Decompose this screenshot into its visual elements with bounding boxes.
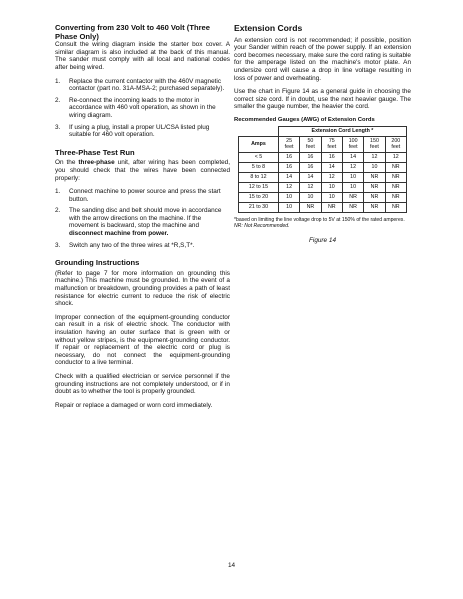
gauge-cell: NR <box>342 202 363 212</box>
gauge-cell: 10 <box>300 192 321 202</box>
step-number: 1. <box>55 188 61 196</box>
converting-steps <box>55 78 230 139</box>
step-text: If using a plug, install a proper UL/CSA listed plug suitable for 460 volt operation. <box>69 123 210 139</box>
gauge-cell: 10 <box>321 192 342 202</box>
step-number: 3. <box>55 241 61 249</box>
gauge-cell: NR <box>321 202 342 212</box>
gauge-cell: 14 <box>342 152 363 162</box>
step-text: Switch any two of the three wires at *R,S,T*. <box>69 241 195 249</box>
list-item <box>55 97 230 120</box>
gauge-cell: 12 <box>385 152 406 162</box>
amps-cell: 5 to 8 <box>239 162 279 172</box>
step-number: 2. <box>55 96 61 104</box>
list-item <box>55 78 230 93</box>
grounding-paragraph: Check with a qualified electrician or service personnel if the grounding instructions are not completely understood, or if in doubt as to whether the tool is properly grounded. <box>55 372 230 396</box>
step-text: Replace the current contactor with the 460V magnetic contactor (part no. 31A-MSA-2; purchased separately). <box>69 77 225 93</box>
gauge-cell: 12 <box>321 172 342 182</box>
length-group-header: Extension Cord Length * <box>278 126 406 136</box>
table-row <box>239 136 407 152</box>
gauge-cell: 10 <box>278 202 299 212</box>
step-number: 1. <box>55 77 61 85</box>
grounding-heading: Grounding Instructions <box>55 258 140 268</box>
list-item <box>55 124 230 139</box>
test-run-heading: Three-Phase Test Run <box>55 147 135 157</box>
footnote-text: *based on limiting the line voltage drop to 5V at 150% of the rated amperes. <box>234 216 405 223</box>
gauge-cell: 10 <box>278 192 299 202</box>
disconnect-warning: disconnect machine from power. <box>69 230 169 238</box>
table-row <box>239 162 407 172</box>
three-phase-bold: three-phase <box>78 159 115 167</box>
length-header: 200 feet <box>385 136 406 152</box>
gauge-cell: 10 <box>342 182 363 192</box>
gauge-cell: 12 <box>300 182 321 192</box>
table-footnote <box>234 217 411 229</box>
length-header: 50 feet <box>300 136 321 152</box>
gauge-cell: NR <box>364 172 385 182</box>
gauge-cell: NR <box>342 192 363 202</box>
gauge-table <box>238 126 407 213</box>
gauge-cell: 12 <box>364 152 385 162</box>
length-header: 75 feet <box>321 136 342 152</box>
list-item <box>55 242 230 250</box>
test-run-section <box>55 149 230 250</box>
gauge-cell: NR <box>385 202 406 212</box>
step-text: Connect machine to power source and press the start button. <box>69 188 221 203</box>
test-intro-text: On the <box>55 159 79 167</box>
amps-cell: 12 to 15 <box>239 182 279 192</box>
table-row <box>239 152 407 162</box>
amps-cell: 15 to 20 <box>239 192 279 202</box>
gauge-cell: 12 <box>342 162 363 172</box>
gauge-cell: 10 <box>364 162 385 172</box>
right-column <box>234 24 411 244</box>
table-corner-cell <box>239 126 279 136</box>
gauge-cell: 10 <box>321 182 342 192</box>
length-header: 25 feet <box>278 136 299 152</box>
gauge-cell: 14 <box>321 162 342 172</box>
figure-caption: Figure 14 <box>309 236 336 244</box>
grounding-paragraph: Repair or replace a damaged or worn cord immediately. <box>55 401 213 409</box>
converting-intro: Consult the wiring diagram inside the starter box cover. A similar diagram is also included at the back of this manual. The sander must comply with all local and national codes after being wired. <box>55 41 230 71</box>
gauge-cell: NR <box>300 202 321 212</box>
nr-note: NR: Not Recommended. <box>234 222 290 229</box>
grounding-paragraph: (Refer to page 7 for more information on grounding this machine.) This machine must be grounded. In the event of a malfunction or breakdown, grounding provides a path of least resistance for electric current to reduce the risk of electric shock. <box>55 269 230 308</box>
gauge-cell: NR <box>385 192 406 202</box>
length-header: 150 feet <box>364 136 385 152</box>
table-row <box>239 182 407 192</box>
amps-cell: 8 to 12 <box>239 172 279 182</box>
extension-cords-heading: Extension Cords <box>234 23 303 33</box>
converting-heading: Converting from 230 Volt to 460 Volt (Three Phase Only) <box>55 23 210 41</box>
step-number: 3. <box>55 123 61 131</box>
amps-cell: < 5 <box>239 152 279 162</box>
table-row <box>239 172 407 182</box>
gauge-cell: 16 <box>278 162 299 172</box>
gauge-cell: 16 <box>278 152 299 162</box>
amps-cell: 21 to 30 <box>239 202 279 212</box>
test-run-intro <box>55 159 230 182</box>
gauge-cell: 16 <box>300 152 321 162</box>
gauge-cell: NR <box>385 172 406 182</box>
list-item <box>55 188 230 203</box>
gauge-cell: NR <box>385 182 406 192</box>
extension-paragraph: Use the chart in Figure 14 as a general guide in choosing the correct size cord. If in doubt, use the next heavier gauge. The smaller the gauge number, the heavier the cord. <box>234 88 411 111</box>
table-row <box>239 202 407 212</box>
step-text: Re-connect the incoming leads to the motor in accordance with 460 volt operation, as shown in the wiring diagram. <box>69 96 216 119</box>
table-row <box>239 126 407 136</box>
grounding-section <box>55 259 230 409</box>
length-header: 100 feet <box>342 136 363 152</box>
page-number: 14 <box>227 562 236 569</box>
amps-header: Amps <box>239 136 279 152</box>
left-column <box>55 24 230 415</box>
gauge-cell: 10 <box>342 172 363 182</box>
gauge-cell: NR <box>364 202 385 212</box>
grounding-paragraph: Improper connection of the equipment-grounding conductor can result in a risk of electric shock. The conductor with insulation having an outer surface that is green with or without yellow stripes, is the equipment-grounding conductor. If repair or replacement of the electric cord or plug is necessary, do not connect the equipment-grounding conductor to a live terminal. <box>55 313 230 367</box>
gauge-cell: 16 <box>321 152 342 162</box>
gauge-cell: NR <box>364 182 385 192</box>
test-run-steps <box>55 188 230 249</box>
gauge-cell: 16 <box>300 162 321 172</box>
gauge-cell: 14 <box>300 172 321 182</box>
step-text: The sanding disc and belt should move in accordance with the arrow directions on the machine. If the movement is backward, stop the machine and <box>69 207 222 230</box>
table-title: Recommended Gauges (AWG) of Extension Cords <box>234 116 375 123</box>
gauge-cell: 14 <box>278 172 299 182</box>
list-item <box>55 207 230 237</box>
gauge-cell: 12 <box>278 182 299 192</box>
gauge-cell: NR <box>364 192 385 202</box>
gauge-cell: NR <box>385 162 406 172</box>
step-number: 2. <box>55 207 61 215</box>
extension-paragraph: An extension cord is not recommended; if possible, position your Sander within reach of the power supply. If an extension cord becomes necessary, make sure the cord rating is suitable for the amperage listed on the machine's motor plate. An undersize cord will cause a drop in line voltage resulting in loss of power and overheating. <box>234 36 411 82</box>
table-row <box>239 192 407 202</box>
test-intro-text: unit, after wiring has been completed, you should check that the wires have been connected properly: <box>55 159 230 182</box>
